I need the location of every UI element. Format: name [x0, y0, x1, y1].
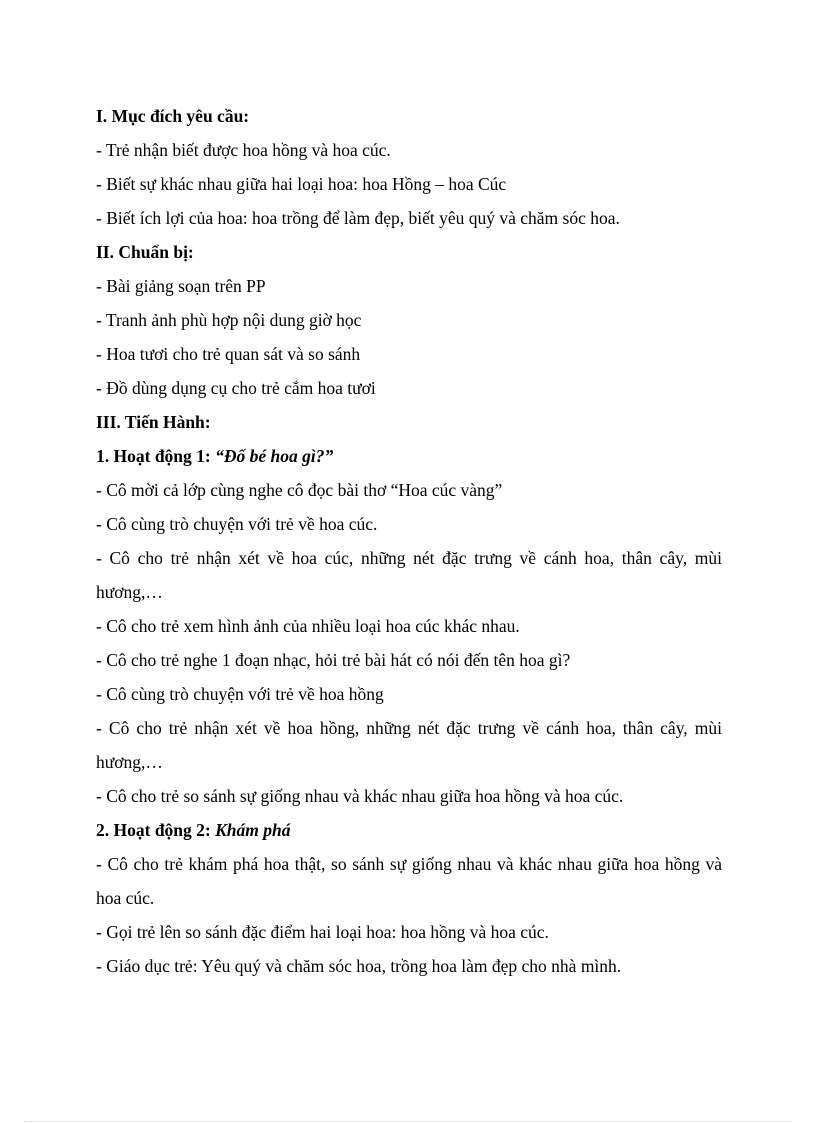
preparation-item: - Tranh ảnh phù hợp nội dung giờ học — [96, 310, 362, 330]
objective-item: - Biết sự khác nhau giữa hai loại hoa: hoa Hồng – hoa Cúc — [96, 174, 507, 194]
activity-2-heading — [96, 813, 722, 847]
activity-2-item: - Giáo dục trẻ: Yêu quý và chăm sóc hoa, trồng hoa làm đẹp cho nhà mình. — [96, 956, 622, 976]
section-heading-procedure: III. Tiến Hành: — [96, 412, 211, 432]
activity-1-item: - Cô cho trẻ nhận xét về hoa hồng, những nét đặc trưng về cánh hoa, thân cây, mùi hương,… — [96, 718, 722, 772]
activity-2-item: - Cô cho trẻ khám phá hoa thật, so sánh sự giống nhau và khác nhau giữa hoa hồng và hoa cúc. — [96, 854, 722, 908]
objective-item: - Trẻ nhận biết được hoa hồng và hoa cúc. — [96, 140, 391, 160]
activity-2-label: 2. Hoạt động 2: — [96, 820, 216, 840]
activity-1-item: - Cô cho trẻ nghe 1 đoạn nhạc, hỏi trẻ bài hát có nói đến tên hoa gì? — [96, 650, 571, 670]
activity-1-item: - Cô mời cả lớp cùng nghe cô đọc bài thơ “Hoa cúc vàng” — [96, 480, 503, 500]
document-page — [96, 99, 722, 983]
activity-1-heading — [96, 439, 722, 473]
preparation-item: - Hoa tươi cho trẻ quan sát và so sánh — [96, 344, 361, 364]
activity-1-item: - Cô cho trẻ nhận xét về hoa cúc, những nét đặc trưng về cánh hoa, thân cây, mùi hương,… — [96, 548, 722, 602]
activity-1-item: - Cô cùng trò chuyện với trẻ về hoa cúc. — [96, 514, 378, 534]
objective-item: - Biết ích lợi của hoa: hoa trồng để làm đẹp, biết yêu quý và chăm sóc hoa. — [96, 208, 620, 228]
preparation-item: - Đồ dùng dụng cụ cho trẻ cắm hoa tươi — [96, 378, 376, 398]
activity-2-title: Khám phá — [215, 820, 291, 840]
activity-2-item: - Gọi trẻ lên so sánh đặc điểm hai loại hoa: hoa hồng và hoa cúc. — [96, 922, 549, 942]
activity-1-title: “Đố bé hoa gì?” — [215, 446, 334, 466]
section-heading-preparation: II. Chuẩn bị: — [96, 242, 194, 262]
activity-1-item: - Cô cho trẻ xem hình ảnh của nhiều loại hoa cúc khác nhau. — [96, 616, 520, 636]
page-edge-divider — [24, 1121, 792, 1122]
activity-1-item: - Cô cùng trò chuyện với trẻ về hoa hồng — [96, 684, 384, 704]
section-heading-objectives: I. Mục đích yêu cầu: — [96, 106, 250, 126]
preparation-item: - Bài giảng soạn trên PP — [96, 276, 266, 296]
activity-1-item: - Cô cho trẻ so sánh sự giống nhau và khác nhau giữa hoa hồng và hoa cúc. — [96, 786, 624, 806]
activity-1-label: 1. Hoạt động 1: — [96, 446, 216, 466]
